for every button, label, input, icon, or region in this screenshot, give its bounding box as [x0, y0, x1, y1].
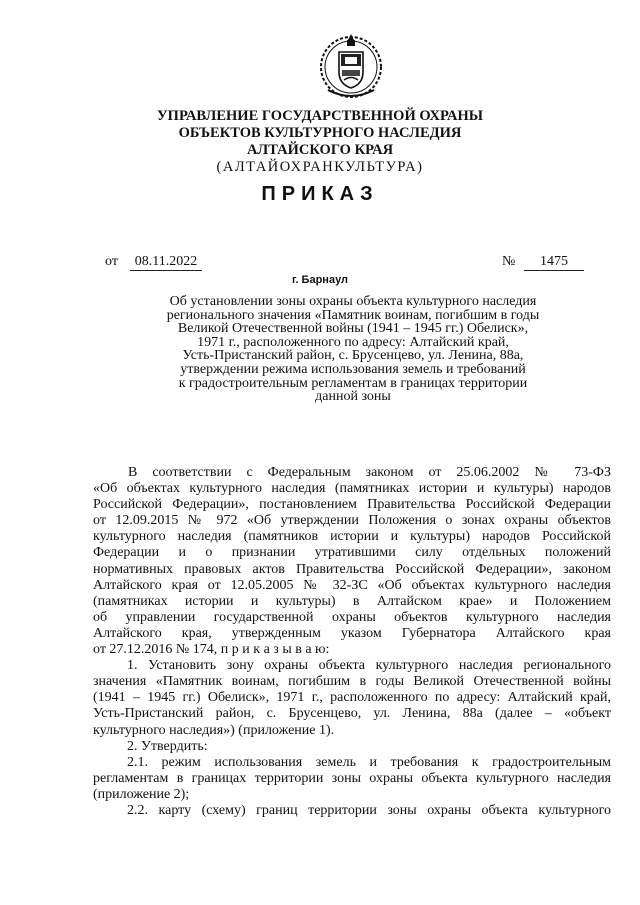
body-line: от 27.12.2016 № 174, п р и к а з ы в а ю:	[93, 642, 330, 658]
body-line: об управлении государственной охраны объектов культурного наследия	[93, 609, 611, 625]
body-line: 2.2. карту (схему) границ территории зоны охраны объекта культурного	[127, 802, 611, 818]
subject-line: утверждении режима использования земель и требований	[180, 361, 526, 377]
body-line: В соответствии с Федеральным законом от 25.06.2002 № 73-ФЗ	[128, 465, 611, 480]
subject-line: Усть-Пристанский район, с. Брусенцево, ул. Ленина, 88а,	[182, 348, 524, 364]
city-name: г. Барнаул	[291, 274, 349, 286]
body-line: культурного наследия») (приложение 1).	[93, 722, 335, 738]
order-subject	[118, 295, 588, 404]
subject-line: регионального значения «Памятник воинам, погибшим в годы	[166, 307, 540, 323]
order-number: 1475	[524, 254, 584, 271]
subject-line: 1971 г., расположенного по адресу: Алтайский край,	[197, 334, 509, 350]
org-abbreviation: (АЛТАЙОХРАНКУЛЬТУРА)	[216, 159, 424, 175]
body-line: Федерации и о признании утратившими силу отдельных положений	[93, 545, 611, 561]
org-name-line-1: УПРАВЛЕНИЕ ГОСУДАРСТВЕННОЙ ОХРАНЫ	[157, 108, 483, 124]
date-prefix: от	[105, 254, 118, 269]
body-line: Алтайского края от 12.05.2005 № 32-ЗС «Об объектах культурного наследия	[93, 577, 611, 593]
body-line: (памятниках истории и культуры) в Алтайском крае» и Положением	[93, 593, 611, 609]
subject-line: к градостроительным регламентам в границах территории	[178, 375, 528, 391]
body-line: 1. Установить зону охраны объекта культурного наследия регионального	[127, 658, 611, 674]
body-line: нормативных правовых актов Правительства Российской Федерации», законом	[93, 561, 611, 577]
body-line: Алтайского края, утвержденным указом Губернатора Алтайского края	[93, 625, 611, 641]
org-name-line-3: АЛТАЙСКОГО КРАЯ	[246, 142, 394, 158]
org-name-line-2: ОБЪЕКТОВ КУЛЬТУРНОГО НАСЛЕДИЯ	[178, 125, 462, 141]
subject-line: Великой Отечественной войны (1941 – 1945 гг.) Обелиск»,	[177, 321, 529, 337]
body-line: культурного наследия (памятников истории и культуры) народов Российской	[93, 529, 611, 545]
order-body	[93, 465, 611, 819]
body-line: Российской Федерации», постановлением Правительства Российской Федерации	[93, 497, 611, 513]
subject-line: данной зоны	[315, 389, 391, 405]
body-line: 2. Утвердить:	[127, 738, 208, 754]
subject-line: Об установлении зоны охраны объекта культурного наследия	[169, 294, 537, 309]
body-line: 2.1. режим использования земель и требования к градостроительным	[127, 754, 611, 770]
body-line: от 12.09.2015 № 972 «Об утверждении Положения о зонах охраны объектов	[93, 513, 611, 529]
body-line: (приложение 2);	[93, 786, 190, 802]
document-type-title: ПРИКАЗ	[261, 183, 379, 205]
altai-coat-of-arms-icon	[316, 30, 386, 102]
number-prefix: №	[502, 254, 516, 269]
body-line: значения «Памятник воинам, погибшим в годы Великой Отечественной войны	[93, 674, 611, 690]
body-line: Усть-Пристанский район, с. Брусенцево, ул. Ленина, 88а (далее – «объект	[93, 706, 611, 722]
body-line: «Об объектах культурного наследия (памятниках истории и культуры) народов	[93, 481, 611, 497]
body-line: регламентам в границах территории зоны охраны объекта культурного наследия	[93, 770, 611, 786]
order-date: 08.11.2022	[130, 254, 202, 271]
body-line: (1941 – 1945 гг.) Обелиск», 1971 г., расположенного по адресу: Алтайский край,	[93, 690, 611, 706]
